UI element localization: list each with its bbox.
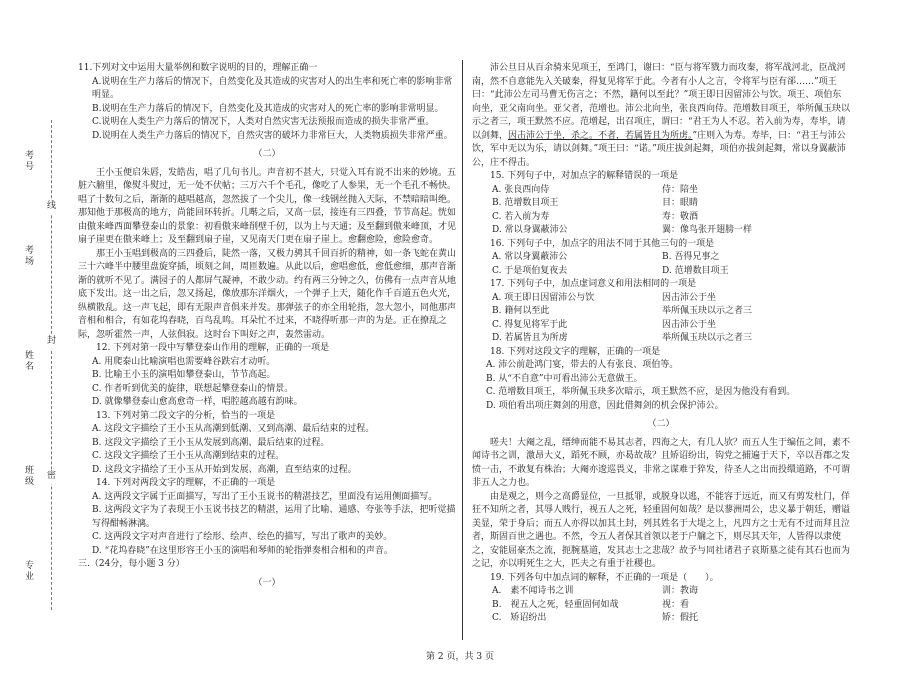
passage-hongmen-end: ”庄则入为寿。寿毕，曰：“君王与沛公饮，军中无以为乐，请以剑舞。”项王曰：“诺。”项庄拔剑起舞，项伯亦拔剑起舞，常以身翼蔽沛公，庄不得击。	[472, 130, 846, 168]
q15-option-d: D. 常以身翼蔽沛公 翼：像鸟张开翅膀一样	[492, 225, 753, 235]
q13-option-d: D. 这段文字描绘了王小玉从开始到发展、高潮，直至结束的过程。	[92, 464, 357, 475]
q18-option-d: D. 项伯看出项庄舞剑的用意，因此借舞剑的机会保护沛公。	[486, 400, 724, 411]
q11-option-d: D.说明在人类生产力落后的情况下，自然灾害的破坏力非常巨大，人类物质损失非常严重。	[92, 130, 453, 141]
q16-stem: 16. 下列句子中，加点字的用法不同于其他三句的一项是	[490, 238, 715, 249]
q13-option-a: A. 这段文字描绘了王小玉从高潮到低潮、又到高潮、最后结束的过程。	[92, 424, 375, 434]
q17-option-c: C. 得复见将军于此 因击沛公于坐	[492, 319, 717, 330]
q12-option-d: D. 就像攀登泰山愈高愈奇一样，唱腔越高越有韵味。	[92, 397, 303, 407]
subsection-2-title: （二）	[647, 419, 675, 429]
seal-char-line: 线	[46, 200, 57, 214]
q15-option-c: C. 若入前为寿 寿：敬酒	[492, 211, 699, 222]
q19-option-c: C. 矫诏纷出 矫：假托	[492, 613, 699, 623]
q15-option-a: A. 张良西向侍 侍：陪坐	[492, 184, 699, 195]
binding-margin	[0, 0, 70, 678]
q12-option-b: B. 比喻王小玉的演唱如攀登泰山，节节高起。	[92, 370, 276, 380]
q15-option-b: B. 范增数目项王 目：眼睛	[492, 198, 699, 208]
q14-stem: 14. 下列对两段文字的理解，不正确的一项是	[96, 478, 276, 488]
q18-option-c: C. 范增数目项王，举所佩玉玦多次暗示，项王默然不应，是因为他没有看到。	[486, 387, 796, 397]
q17-option-d: D. 若属皆且为所虏 举所佩玉玦以示之者三	[492, 333, 753, 343]
page-footer: 第 2 页，共 3 页	[426, 652, 494, 662]
part-3-title: 三.（24分，每小题 3 分）	[78, 559, 185, 569]
q13-option-b: B. 这段文字描绘了王小玉从发展到高潮、最后结束的过程。	[92, 437, 330, 448]
q19-option-a: A. 素不闻诗书之训 训：教诲	[492, 586, 699, 596]
q14-option-a: A. 这两段文字属于正面描写，写出了王小玉说书的精湛技艺，里面没有运用侧面描写。	[92, 491, 438, 502]
q18-option-b: B. 从“不自意”中可看出沛公无意做王。	[486, 373, 643, 384]
column-divider	[462, 60, 463, 640]
q12-stem: 12. 下列对第一段中写攀登泰山作用的理解，正确的一项是	[96, 343, 330, 353]
q13-option-c: C. 这段文字描绘了王小玉从高潮到结束的过程。	[92, 451, 285, 461]
passage-paragraph: 嗟夫！大阉之乱，缙绅而能不易其志者，四海之大，有几人欤？而五人生于编伍之间，素不闻诗书之训，激昂大义，蹈死不顾，亦曷故哉？且矫诏纷出，钩党之捕遍于天下，卒以吾郡之发愤一击，不敢复有株治；大阉亦逡巡畏义，非常之谋难于猝发，待圣人之出而投缳道路，不可谓非五人之力也。	[472, 437, 851, 488]
seal-char-secret: 密	[46, 470, 57, 484]
seal-char-seal: 封	[46, 335, 57, 349]
q16-options-cd: C. 于是项伯复夜去 D. 范增数目项王	[492, 265, 729, 276]
subsection-1-title: （一）	[253, 577, 281, 588]
q19-option-b: B. 视五人之死，轻重固何如哉 视：看	[492, 599, 690, 610]
passage-paragraph: 由是观之，则今之高爵显位，一旦抵罪，或脱身以逃，不能容于远近，而又有剪发杜门，佯狂不知所之者，其辱人贱行，视五人之死，轻重固何如哉？是以蓼洲周公，忠义暴于朝廷，赠谥美显，荣于身后；而五人亦得以加其土封，列其姓名于大堤之上，凡四方之士无有不过而拜且泣者，斯固百世之遇也。不然，令五人者保其首领以老于户牖之下，则尽其天年，人皆得以隶使之，安能屈豪杰之流，扼腕墓道，发其志士之悲哉？故予与同社诸君子哀斯墓之徒有其石也而为之记，亦以明死生之大，匹夫之有重于社稷也。	[472, 491, 851, 569]
q16-options-ab: A. 常以身翼蔽沛公 B. 吾得兄事之	[492, 252, 720, 262]
q19-stem: 19. 下列各句中加点词的解释，不正确的一项是（ ）。	[490, 572, 719, 583]
binding-dashed-line	[51, 120, 52, 610]
q14-option-b: B. 这两段文字为了表现王小玉说书技艺的精湛，运用了比喻、通感、夸张等手法，把听觉描写得酣畅淋漓。	[92, 505, 456, 529]
passage-hongmen-text: 沛公旦日从百余骑来见项王，至鸿门，谢曰：“臣与将军戮力而攻秦，将军战河北，臣战河南，然不自意能先入关破秦，得复见将军于此。今者有小人之言，令将军与臣有郤……”项王曰：“此沛公左司马曹无伤言之；不然，籍何以至此？”项王即日因留沛公与饮。项王、项伯东向坐，亚父南向坐。亚父者，范增也。沛公北向坐，张良西向侍。范增数目项王，举所佩玉玦以示之者三，项王默然不应。范增起，出召项庄，谓曰：“君王为人不忍。若入前为寿，寿毕，请以剑舞，	[472, 63, 851, 141]
q14-option-c: C. 这两段文字对声音进行了绘形、绘声、绘色的描写，写出了歌声的美妙。	[92, 532, 393, 542]
section-2-title: （二）	[253, 149, 281, 159]
passage-hongmen	[472, 62, 850, 170]
left-column	[78, 62, 456, 595]
exam-number-label: 考号	[23, 150, 33, 172]
q18-stem: 18. 下列对这段文字的理解，正确的一项是	[490, 346, 661, 357]
q18-option-a: A. 沛公前赴鸿门宴，带去的人有张良、项伯等。	[486, 360, 679, 370]
q14-option-d: D. “花坞春晓”在这里形容王小玉的演唱和琴师的轮指弹奏相合相和的声音。	[92, 545, 393, 556]
passage-underlined-sentence: 因击沛公于坐，杀之。不者，若属皆且为所虏。	[508, 130, 693, 141]
q17-stem: 17. 下列句子中，加点虚词意义和用法相同的一项是	[490, 279, 697, 289]
q11-option-b: B.说明在生产力落后的情况下，自然变化及其造成的灾害对人的死亡率的影响非常明显。	[92, 103, 444, 114]
passage-paragraph: 那王小玉唱到极高的三四叠后，陡然一落，又极力骋其千回百折的精神，如一条飞蛇在黄山三十六峰半中腰里盘旋穿插，顷刻之间，周匝数遍。从此以后，愈唱愈低，愈低愈细，那声音渐渐的就听不见了。满园子的人都屏气凝神，不敢少动。约有两三分钟之久，仿佛有一点声音从地底下发出。这一出之后，忽又扬起，像放那东洋烟火，一个弹子上天，随化作千百道五色火光，纵横散乱。这一声飞起，即有无限声音俱来并发。那弹弦子的亦全用轮指，忽大忽小，同他那声音相和相合，有如花坞春晓，百鸟乱鸣。耳朵忙不过来，不晓得听那一声的为是。正在撩乱之际，忽听霍然一声，人弦俱寂。这时台下叫好之声，轰然雷动。	[78, 248, 457, 340]
q11-stem: 11.下列对文中运用大量举例和数字说明的目的，理解正确一	[78, 63, 318, 73]
major-label: 专业	[23, 560, 33, 582]
class-label: 班级	[23, 465, 33, 487]
q17-option-a: A. 项王即日因留沛公与饮 因击沛公于坐	[492, 292, 717, 303]
q12-option-c: C. 作者听到优美的旋律，联想起攀登泰山的情景。	[92, 383, 294, 394]
q11-option-c: C.说明在人类生产力落后的情况下，人类对自然灾害无法预报而造成的损失非常严重。	[92, 117, 435, 127]
q15-stem: 15. 下列句子中，对加点字的解释错误的一项是	[490, 171, 679, 181]
exam-room-label: 考场	[23, 245, 33, 267]
name-label: 姓名	[23, 350, 33, 372]
q17-option-b: B. 籍何以至此 举所佩玉玦以示之者三	[492, 306, 753, 316]
q12-option-a: A. 用爬泰山比喻演唱也需要峰谷跌宕才动听。	[92, 356, 276, 367]
right-column	[472, 62, 850, 626]
q13-stem: 13. 下列对第二段文字的分析，恰当的一项是	[96, 410, 276, 421]
q11-option-a: A.说明在生产力落后的情况下，自然变化及其造成的灾害对人的出生率和死亡率的影响非常明显。	[92, 76, 453, 100]
passage-paragraph: 王小玉便启朱唇，发皓齿，唱了几句书儿。声音初不甚大，只觉入耳有说不出来的妙境。五脏六腑里，像熨斗熨过，无一处不伏帖；三万六千个毛孔，像吃了人参果，无一个毛孔不畅快。唱了十数句之后，渐渐的越唱越高，忽然拔了一个尖儿，像一线钢丝抛入天际，不禁暗暗叫绝。那知他于那极高的地方，尚能回环转折。几啭之后，又高一层，接连有三四叠，节节高起。恍如由傲来峰西面攀登泰山的景象：初看傲来峰削壁千仞，以为上与天通；及至翻到傲来峰顶，才见扇子崖更在傲来峰上；及至翻到扇子崖，又见南天门更在扇子崖上。愈翻愈险，愈险愈奇。	[78, 167, 457, 245]
